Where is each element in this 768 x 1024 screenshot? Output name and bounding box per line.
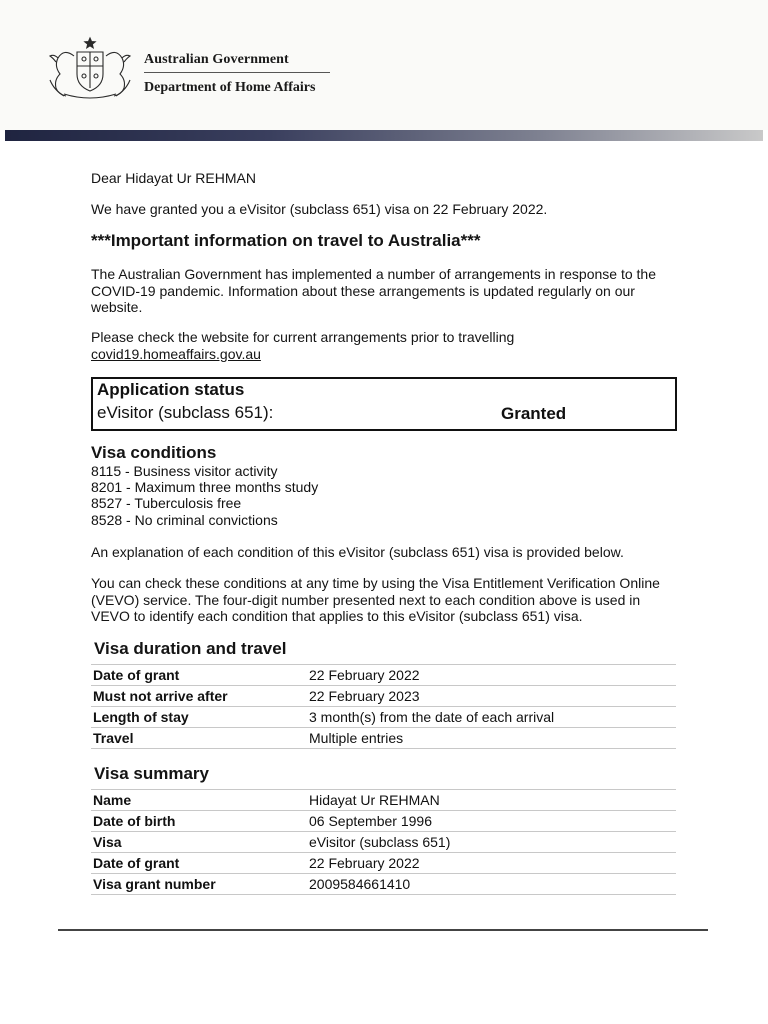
condition-item: 8527 - Tuberculosis free bbox=[91, 495, 242, 512]
conditions-explanation: An explanation of each condition of this eVisitor (subclass 651) visa is provided below. bbox=[91, 544, 624, 560]
table-row bbox=[91, 790, 676, 811]
row-value: Hidayat Ur REHMAN bbox=[307, 790, 676, 811]
row-label: Date of grant bbox=[91, 853, 307, 874]
grant-intro: We have granted you a eVisitor (subclass 651) visa on 22 February 2022. bbox=[91, 201, 548, 217]
table-row bbox=[91, 811, 676, 832]
table-row bbox=[91, 686, 676, 707]
check-website-text: Please check the website for current arrangements prior to travelling bbox=[91, 329, 515, 345]
condition-item: 8528 - No criminal convictions bbox=[91, 511, 278, 528]
letterhead bbox=[0, 0, 768, 130]
visa-duration-heading: Visa duration and travel bbox=[94, 639, 287, 658]
government-name: Australian Government bbox=[144, 52, 289, 67]
check-website-paragraph bbox=[91, 329, 681, 362]
covid-paragraph: The Australian Government has implemented a number of arrangements in response to the COVID-19 pandemic. Information about these arrangements is updated regularly on our website. bbox=[91, 266, 656, 315]
visa-conditions-list bbox=[91, 463, 318, 528]
table-row bbox=[91, 728, 676, 749]
row-value: 06 September 1996 bbox=[307, 811, 676, 832]
header-gradient-bar bbox=[5, 130, 763, 141]
row-value: Multiple entries bbox=[307, 728, 676, 749]
row-label: Length of stay bbox=[91, 707, 307, 728]
application-status-value: Granted bbox=[501, 404, 567, 423]
visa-conditions-heading: Visa conditions bbox=[91, 443, 217, 462]
condition-item: 8115 - Business visitor activity bbox=[91, 463, 278, 479]
row-label: Date of birth bbox=[91, 811, 307, 832]
row-value: 22 February 2022 bbox=[307, 853, 676, 874]
row-value: 22 February 2023 bbox=[307, 686, 676, 707]
covid-website-link[interactable]: covid19.homeaffairs.gov.au bbox=[91, 345, 261, 362]
table-row bbox=[91, 665, 676, 686]
application-status-title: Application status bbox=[97, 380, 245, 399]
table-row bbox=[91, 853, 676, 874]
letterhead-divider bbox=[144, 72, 330, 73]
application-status-visa: eVisitor (subclass 651): bbox=[97, 403, 274, 422]
row-label: Visa bbox=[91, 832, 307, 853]
footer-divider bbox=[58, 929, 708, 931]
visa-summary-table bbox=[91, 789, 676, 895]
department-name: Department of Home Affairs bbox=[144, 80, 316, 95]
row-label: Must not arrive after bbox=[91, 686, 307, 707]
vevo-paragraph: You can check these conditions at any time by using the Visa Entitlement Verification Online (VEVO) service. The four-digit number presented next to each condition above is used in VEVO to identify each condition that applies to this eVisitor (subclass 651) visa. bbox=[91, 575, 660, 624]
visa-duration-table bbox=[91, 664, 676, 749]
row-value: 3 month(s) from the date of each arrival bbox=[307, 707, 676, 728]
salutation: Dear Hidayat Ur REHMAN bbox=[91, 170, 256, 186]
visa-summary-heading: Visa summary bbox=[94, 764, 209, 783]
row-value: eVisitor (subclass 651) bbox=[307, 832, 676, 853]
row-label: Travel bbox=[91, 728, 307, 749]
row-label: Date of grant bbox=[91, 665, 307, 686]
row-value: 2009584661410 bbox=[307, 874, 676, 895]
table-row bbox=[91, 874, 676, 895]
row-label: Name bbox=[91, 790, 307, 811]
row-value: 22 February 2022 bbox=[307, 665, 676, 686]
coat-of-arms-icon bbox=[44, 36, 136, 102]
row-label: Visa grant number bbox=[91, 874, 307, 895]
important-heading: ***Important information on travel to Australia*** bbox=[91, 231, 481, 250]
table-row bbox=[91, 707, 676, 728]
table-row bbox=[91, 832, 676, 853]
application-status-box bbox=[91, 377, 677, 431]
condition-item: 8201 - Maximum three months study bbox=[91, 479, 319, 496]
